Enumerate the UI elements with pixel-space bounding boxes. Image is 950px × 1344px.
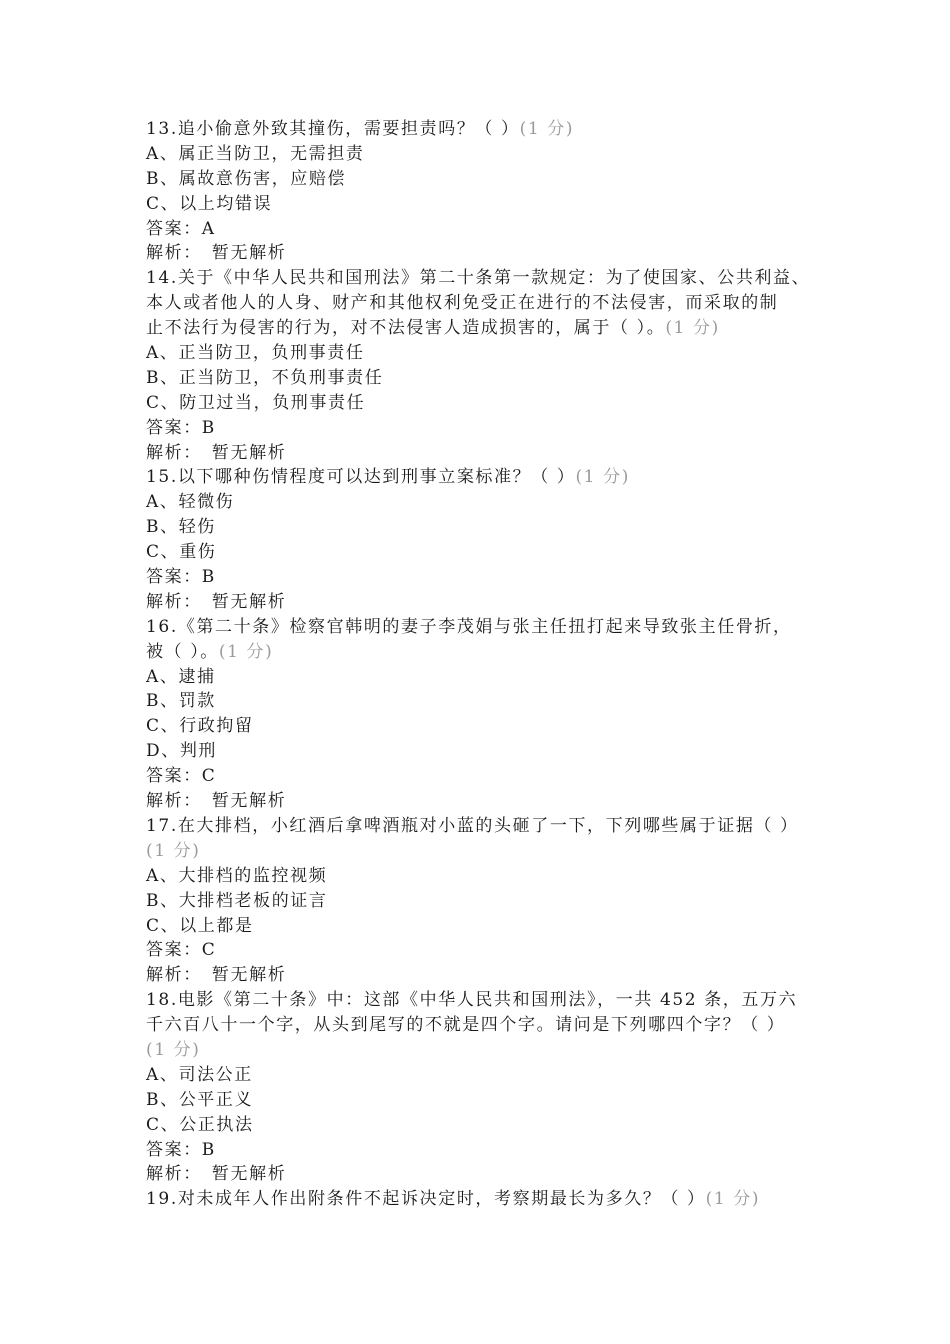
answer-option: A、逮捕	[146, 666, 216, 687]
answer-line: 答案：A	[146, 218, 216, 239]
document-page	[146, 117, 836, 1212]
analysis-line: 解析： 暂无解析	[146, 965, 287, 986]
question-text	[146, 117, 836, 142]
score-label: (1 分)	[665, 318, 720, 339]
question-line-text: 14.关于《中华人民共和国刑法》第二十条第一款规定：为了使国家、公共利益、	[146, 268, 811, 289]
question-line-text: 17.在大排档，小红酒后拿啤酒瓶对小蓝的头砸了一下，下列哪些属于证据（ ）	[146, 815, 799, 836]
question-line-text: 止不法行为侵害的行为，对不法侵害人造成损害的，属于（ ）。	[146, 318, 666, 339]
score-line	[146, 839, 836, 864]
answer-option: A、轻微伤	[146, 492, 235, 513]
question-block	[146, 1187, 836, 1212]
score-label: (1 分)	[705, 1189, 761, 1210]
answer-option: B、大排档老板的证言	[146, 890, 328, 911]
question-line-text: 被（ ）。	[146, 641, 219, 662]
question-text	[146, 615, 836, 640]
answer-option: C、防卫过当，负刑事责任	[146, 392, 366, 413]
score-label: (1 分)	[146, 840, 201, 861]
score-label: (1 分)	[519, 119, 575, 139]
question-text	[146, 1187, 836, 1212]
analysis-line: 解析： 暂无解析	[146, 791, 287, 812]
question-line-text: 18.电影《第二十条》中：这部《中华人民共和国刑法》，一共 452 条，五万六	[146, 990, 798, 1011]
answer-option: B、罚款	[146, 691, 216, 712]
question-block	[146, 814, 836, 988]
analysis-line: 解析： 暂无解析	[146, 442, 287, 463]
answer-option: B、轻伤	[146, 517, 216, 538]
analysis-line: 解析： 暂无解析	[146, 243, 287, 264]
score-label: (1 分)	[575, 467, 630, 488]
question-text	[146, 988, 836, 1013]
answer-option: C、行政拘留	[146, 716, 254, 737]
question-line-text: 本人或者他人的人身、财产和其他权利免受正在进行的不法侵害，而采取的制	[146, 293, 779, 314]
question-block	[146, 117, 836, 266]
answer-option: B、公平正义	[146, 1089, 254, 1110]
question-text	[146, 316, 836, 341]
answer-option: C、以上都是	[146, 915, 254, 936]
analysis-line: 解析： 暂无解析	[146, 1164, 287, 1185]
answer-option: C、以上均错误	[146, 193, 273, 214]
question-text	[146, 266, 836, 291]
question-block	[146, 988, 836, 1187]
question-line-text: 千六百八十一个字，从头到尾写的不就是四个字。请问是下列哪四个字？（ ）	[146, 1015, 786, 1036]
question-line-text: 13.追小偷意外致其撞伤，需要担责吗？（ ）	[146, 119, 520, 139]
answer-option: B、正当防卫，不负刑事责任	[146, 367, 384, 388]
answer-option: A、正当防卫，负刑事责任	[146, 343, 365, 364]
score-line	[146, 1038, 836, 1063]
answer-option: A、司法公正	[146, 1064, 253, 1085]
question-line-text: 15.以下哪种伤情程度可以达到刑事立案标准？（ ）	[146, 467, 576, 488]
question-text	[146, 814, 836, 839]
question-line-text: 19.对未成年人作出附条件不起诉决定时，考察期最长为多久？（ ）	[146, 1189, 706, 1210]
question-text	[146, 1013, 836, 1038]
analysis-line: 解析： 暂无解析	[146, 591, 287, 612]
answer-line: 答案：C	[146, 940, 217, 961]
answer-option: C、公正执法	[146, 1114, 254, 1135]
answer-option: A、属正当防卫，无需担责	[146, 143, 365, 164]
answer-option: C、重伤	[146, 542, 217, 563]
answer-option: A、大排档的监控视频	[146, 865, 328, 886]
question-text	[146, 291, 836, 316]
answer-line: 答案：B	[146, 417, 216, 438]
answer-option: D、判刑	[146, 741, 218, 762]
answer-option: B、属故意伤害，应赔偿	[146, 168, 347, 189]
score-label: (1 分)	[218, 641, 274, 662]
answer-line: 答案：B	[146, 567, 216, 588]
answer-line: 答案：B	[146, 1139, 216, 1160]
question-text	[146, 640, 836, 665]
question-block	[146, 266, 836, 465]
question-text	[146, 465, 836, 490]
score-label: (1 分)	[146, 1039, 201, 1060]
question-block	[146, 615, 836, 814]
question-block	[146, 465, 836, 614]
answer-line: 答案：C	[146, 766, 217, 787]
question-line-text: 16.《第二十条》检察官韩明的妻子李茂娟与张主任扭打起来导致张主任骨折，	[146, 616, 792, 637]
